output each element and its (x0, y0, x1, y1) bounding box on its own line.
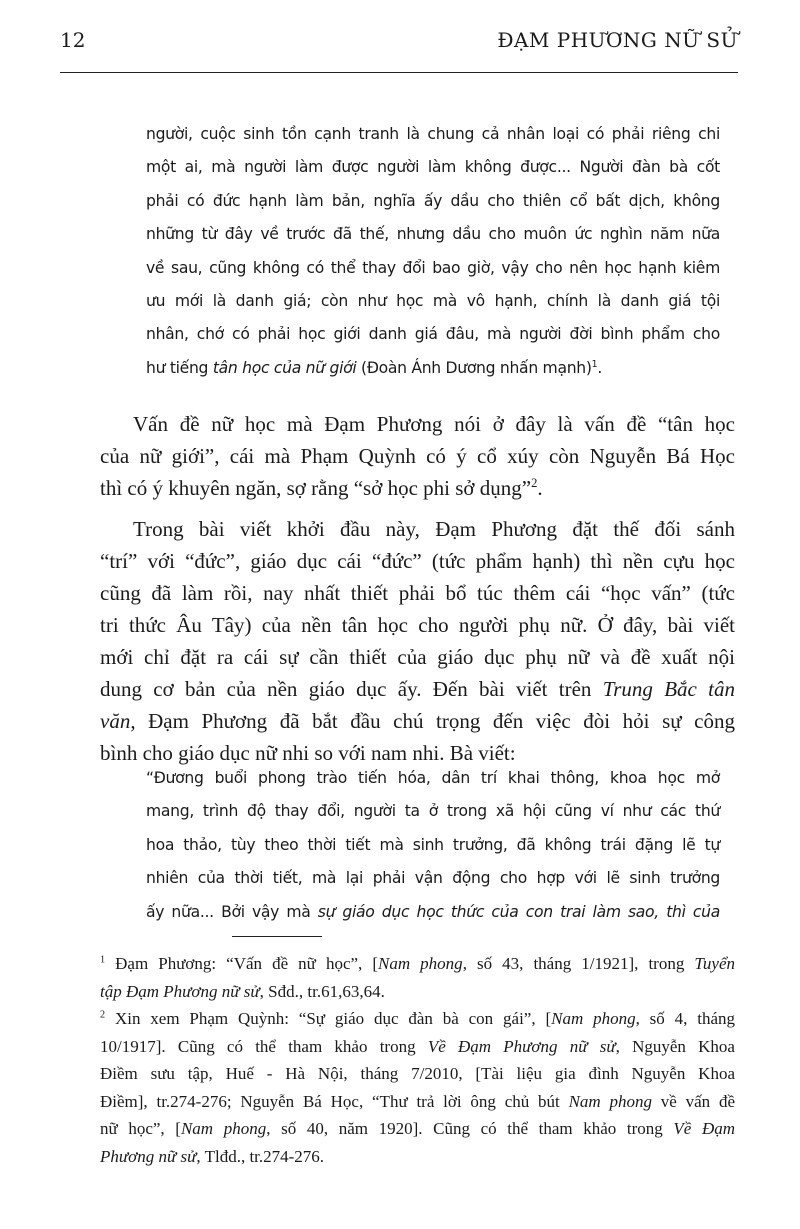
text-line (146, 352, 720, 385)
text-segment: Điềm sưu tập, Huế - Hà Nội, tháng 7/2010, [Tài liệu gia đình Nguyễn Khoa (100, 1064, 735, 1083)
text-line (100, 408, 735, 440)
text-segment: (Đoàn Ánh Dương nhấn mạnh) (356, 358, 592, 377)
text-line (100, 1060, 735, 1088)
text-segment: về vấn đề (651, 1091, 736, 1111)
text-segment: về sau, cũng không có thể thay đổi bao giờ, vậy cho nên học hạnh kiêm (146, 258, 720, 277)
italic-text: Nam phong (551, 1009, 636, 1028)
footnote-marker: 1 (100, 954, 106, 966)
text-segment: phải có đức hạnh làm bản, nghĩa ấy dầu cho thiên cổ bất dịch, không (146, 191, 720, 210)
italic-text: sự giáo dục học thức của con trai làm sao, thì của (317, 902, 720, 921)
text-segment: Điềm], tr.274-276; Nguyễn Bá Học, “Thư trả lời ông chủ bút (100, 1091, 569, 1111)
text-segment: bình cho giáo dục nữ nhi so với nam nhi. Bà viết: (100, 741, 516, 765)
text-segment: ấy nữa... Bởi vậy mà (146, 902, 318, 921)
text-line (146, 862, 720, 895)
italic-text: Tuyển (694, 954, 736, 973)
text-line (100, 609, 735, 641)
text-line (100, 1115, 735, 1143)
running-title: ĐẠM PHƯƠNG NỮ SỬ (497, 28, 738, 52)
text-segment: , số 40, năm 1920]. Cũng có thể tham khảo trong (266, 1119, 674, 1138)
text-segment: , số 4, tháng (635, 1009, 735, 1028)
text-segment: Đạm Phương: “Vấn đề nữ học”, [ (105, 954, 379, 973)
text-line (100, 577, 735, 609)
text-segment: một ai, mà người làm được người làm không được... Người đàn bà cốt (146, 158, 720, 177)
text-segment: mới chỉ đặt ra cái sự cần thiết của giáo dục phụ nữ và đề xuất nội (100, 645, 735, 669)
text-segment: nhiên của thời tiết, mà lại phải vận động cho hợp với lẽ sinh trưởng (146, 869, 720, 888)
text-line (100, 1005, 735, 1033)
text-line (100, 1033, 735, 1061)
text-segment: , số 43, tháng 1/1921], trong (462, 954, 695, 973)
text-segment: , Tlđd., tr.274-276. (196, 1146, 325, 1166)
text-segment: người, cuộc sinh tồn cạnh tranh là chung cả nhân loại có phải riêng chi (146, 125, 720, 143)
text-line (100, 950, 735, 978)
footnote-marker: 2 (100, 1009, 106, 1021)
text-segment: “Đương buổi phong trào tiến hóa, dân trí khai thông, khoa học mở (146, 769, 720, 787)
text-segment: thì có ý khuyên ngăn, sợ rằng “sở học phi sở dụng” (100, 476, 532, 500)
text-line (100, 513, 735, 545)
text-line (100, 1088, 735, 1116)
italic-text: Nam phong (568, 1091, 652, 1111)
text-segment: , Đạm Phương đã bắt đầu chú trọng đến việc đòi hỏi sự công (130, 709, 735, 733)
text-line (146, 795, 720, 828)
text-segment: . (597, 358, 602, 377)
paragraph-2 (100, 513, 735, 769)
italic-text: tập Đạm Phương nữ sử (100, 981, 260, 1001)
italic-text: Nam phong (378, 954, 463, 973)
text-segment: , Sđd., tr.61,63,64. (259, 981, 385, 1001)
text-line (146, 185, 720, 218)
text-segment: “trí” với “đức”, giáo dục cái “đức” (tức phẩm hạnh) thì nền cựu học (100, 549, 735, 573)
text-segment: của nữ giới”, cái mà Phạm Quỳnh có ý cổ xúy còn Nguyễn Bá Học (100, 444, 735, 468)
text-line (146, 318, 720, 351)
text-segment: mang, trình độ thay đổi, người ta ở trong xã hội cũng ví như các thứ (146, 802, 720, 821)
text-segment: Trong bài viết khởi đầu này, Đạm Phương đặt thế đối sánh (133, 517, 735, 541)
text-segment: . (537, 476, 543, 500)
text-line (146, 252, 720, 285)
footnote-separator (232, 936, 322, 937)
italic-text: Về Đạm (673, 1119, 736, 1138)
block-quote-1 (146, 118, 720, 385)
text-line (100, 545, 735, 577)
block-quote-2 (146, 762, 720, 929)
text-line (146, 151, 720, 184)
text-line (100, 641, 735, 673)
text-segment: dung cơ bản của nền giáo dục ấy. Đến bài viết trên (100, 677, 603, 701)
paragraph-1 (100, 408, 735, 504)
header-rule (60, 72, 738, 73)
text-segment: nữ học”, [ (100, 1119, 181, 1138)
italic-text: tân học của nữ giới (212, 358, 357, 377)
text-line (146, 829, 720, 862)
text-segment: nhân, chớ có phải học giới danh giá đâu, mà người đời bình phẩm cho (146, 325, 720, 344)
text-line (100, 978, 735, 1006)
text-line (100, 472, 735, 504)
italic-text: văn (100, 709, 131, 733)
text-line (146, 118, 720, 151)
text-line (146, 285, 720, 318)
text-segment: hoa thảo, tùy theo thời tiết mà sinh trưởng, đã không trái đặng lẽ tự (146, 835, 720, 854)
italic-text: Phương nữ sử (100, 1146, 197, 1166)
text-segment: tri thức Âu Tây) của nền tân học cho người phụ nữ. Ở đây, bài viết (100, 613, 735, 637)
text-line (146, 762, 720, 795)
italic-text: Về Đạm Phương nữ sử (427, 1036, 616, 1056)
text-segment: cũng đã làm rồi, nay nhất thiết phải bổ túc thêm cái “học vấn” (tức (100, 581, 735, 605)
page-number: 12 (60, 28, 86, 52)
text-segment: Vấn đề nữ học mà Đạm Phương nói ở đây là vấn đề “tân học (133, 412, 735, 436)
text-segment: ưu mới là danh giá; còn như học mà vô hạnh, chính là danh giá tội (146, 292, 720, 311)
text-line (100, 440, 735, 472)
text-segment: hư tiếng (146, 358, 213, 377)
text-line (100, 705, 735, 737)
text-line (100, 673, 735, 705)
text-segment: Xin xem Phạm Quỳnh: “Sự giáo dục đàn bà con gái”, [ (105, 1009, 552, 1028)
text-line (146, 218, 720, 251)
text-segment: những từ đây về trước đã thế, nhưng dầu cho muôn ức nghìn năm nữa (146, 225, 720, 244)
italic-text: Nam phong (180, 1119, 267, 1138)
footnotes (100, 950, 735, 1170)
text-line (100, 1143, 735, 1171)
text-line (146, 896, 720, 929)
footnote-marker: 2 (531, 476, 538, 490)
text-segment: 10/1917]. Cũng có thể tham khảo trong (100, 1036, 428, 1056)
text-segment: , Nguyễn Khoa (615, 1036, 735, 1056)
page-header (60, 28, 738, 58)
italic-text: Trung Bắc tân (602, 677, 736, 701)
footnote-marker: 1 (591, 358, 598, 370)
